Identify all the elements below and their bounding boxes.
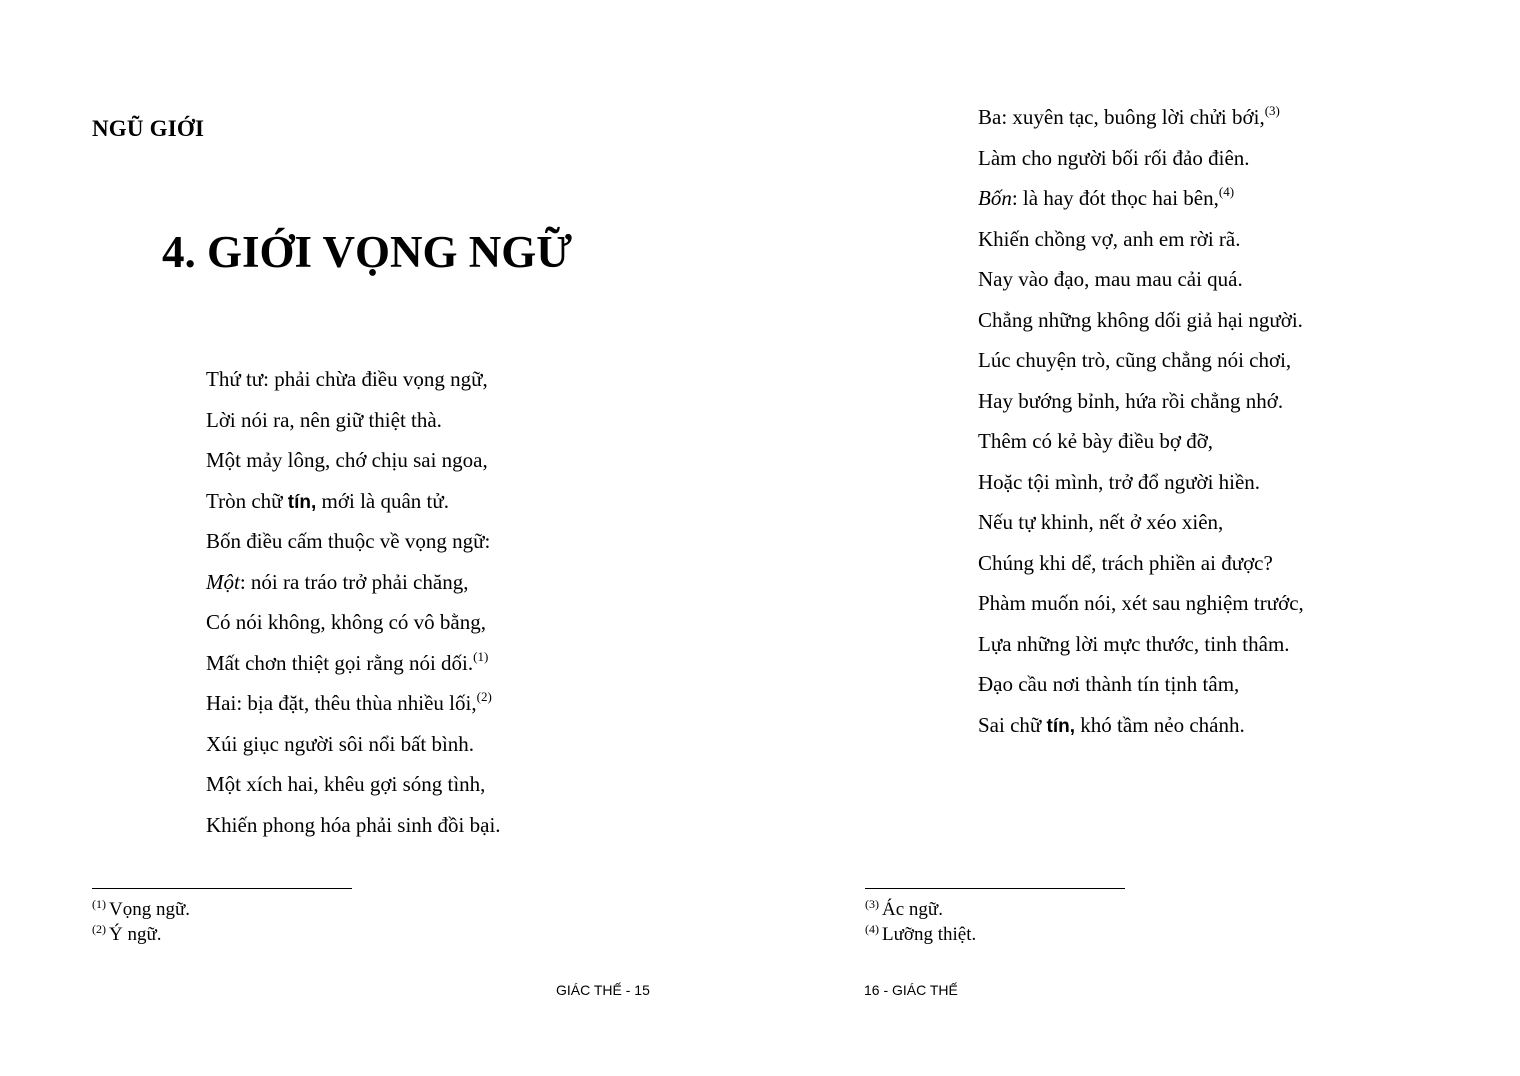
footnote	[865, 923, 976, 948]
verse-text: Hoặc tội mình, trở đổ người hiền.	[978, 469, 1261, 494]
footnotes-right	[865, 898, 976, 947]
verse-line	[978, 305, 1304, 346]
verse-text: Thứ tư: phải chừa điều vọng ngữ,	[206, 367, 488, 391]
footnote-mark: (3)	[865, 897, 879, 911]
verse-emphasis-bold: tín,	[1046, 715, 1076, 737]
verse-line	[978, 507, 1304, 548]
verse-text: : nói ra tráo trở phải chăng,	[239, 569, 469, 594]
verse-line	[206, 729, 501, 770]
page-footer-left: GIÁC THẾ - 15	[556, 982, 650, 998]
footnote-reference: (4)	[1218, 184, 1235, 199]
verse-line	[978, 264, 1304, 305]
verse-text: Có nói không, không có vô bằng,	[206, 610, 486, 634]
verse-text: Lúc chuyện trò, cũng chẳng nói chơi,	[978, 348, 1292, 372]
footnote-mark: (4)	[865, 921, 879, 936]
verse-text: Khiến chồng vợ, anh em rời rã.	[978, 226, 1241, 251]
verse-emphasis-italic: Bốn	[978, 186, 1012, 210]
verse-text: Hay bướng bỉnh, hứa rồi chẳng nhớ.	[978, 388, 1284, 413]
verse-text: Xúi giục người sôi nổi bất bình.	[206, 731, 475, 756]
verse-line	[978, 345, 1304, 386]
footnote-text: Ý ngữ.	[109, 923, 162, 945]
verse-text: Bốn điều cấm thuộc về vọng ngữ:	[206, 529, 491, 553]
verse-text: Hai: bịa đặt, thêu thùa nhiều lối,	[206, 691, 477, 715]
verse-text: Chúng khi dể, trách phiền ai được?	[978, 550, 1273, 575]
verse-text: Ba: xuyên tạc, buông lời chửi bới,	[978, 105, 1265, 129]
verse-text: Nay vào đạo, mau mau cải quá.	[978, 267, 1243, 291]
verse-text: Mất chơn thiệt gọi rằng nói dối.	[206, 650, 474, 675]
verse-line	[978, 629, 1304, 670]
footnote-mark: (2)	[92, 921, 106, 936]
verse-line	[206, 688, 501, 729]
verse-line	[978, 102, 1304, 143]
footnote-divider	[865, 888, 1125, 889]
verse-line	[206, 526, 501, 567]
verse-line	[206, 364, 501, 405]
verse-text: Nếu tự khinh, nết ở xéo xiên,	[978, 510, 1224, 534]
footnote-reference: (2)	[476, 689, 492, 704]
verse-emphasis-italic: Một	[206, 569, 240, 594]
verse-line	[978, 143, 1304, 184]
verse-line	[978, 426, 1304, 467]
verse-line	[206, 486, 501, 527]
verse-text: Sai chữ	[978, 712, 1047, 737]
verse-line	[206, 648, 501, 689]
footnote	[865, 898, 976, 923]
page-footer-right: 16 - GIÁC THẾ	[864, 982, 958, 998]
verse-text: Đạo cầu nơi thành tín tịnh tâm,	[978, 672, 1240, 696]
verse-line	[206, 405, 501, 446]
verse-line	[978, 386, 1304, 427]
verse-left	[206, 364, 501, 850]
footnote-reference: (1)	[473, 648, 489, 664]
verse-text: Chẳng những không dối giả hại người.	[978, 307, 1303, 332]
verse-line	[978, 467, 1304, 508]
verse-line	[978, 183, 1304, 224]
chapter-title: 4. GIỚI VỌNG NGỮ	[162, 227, 573, 277]
verse-right	[978, 102, 1304, 750]
section-title: NGŨ GIỚI	[92, 116, 205, 141]
verse-emphasis-bold: tín,	[287, 491, 317, 513]
verse-text: Thêm có kẻ bày điều bợ đỡ,	[978, 429, 1214, 453]
footnote-text: Ác ngữ.	[882, 899, 943, 920]
footnote-text: Vọng ngữ.	[109, 899, 191, 920]
footnotes-left	[92, 898, 190, 947]
right-page	[760, 0, 1520, 1076]
verse-line	[206, 810, 501, 851]
verse-text: Làm cho người bối rối đảo điên.	[978, 145, 1250, 170]
verse-line	[206, 445, 501, 486]
verse-text: : là hay đót thọc hai bên,	[1011, 186, 1219, 210]
verse-line	[978, 710, 1304, 751]
verse-line	[978, 669, 1304, 710]
footnote-divider	[92, 888, 352, 889]
verse-line	[206, 567, 501, 608]
verse-text: Lời nói ra, nên giữ thiệt thà.	[206, 407, 442, 432]
verse-text: Một mảy lông, chớ chịu sai ngoa,	[206, 448, 488, 472]
footnote-text: Lưỡng thiệt.	[882, 923, 977, 945]
footnote-reference: (3)	[1264, 103, 1280, 118]
verse-text: Khiến phong hóa phải sinh đồi bại.	[206, 812, 501, 837]
verse-line	[206, 607, 501, 648]
verse-line	[978, 548, 1304, 589]
verse-line	[978, 588, 1304, 629]
verse-text: mới là quân tử.	[316, 488, 450, 513]
verse-text: Một xích hai, khêu gợi sóng tình,	[206, 772, 486, 796]
verse-text: Phàm muốn nói, xét sau nghiệm trước,	[978, 591, 1304, 615]
verse-text: khó tầm nẻo chánh.	[1075, 712, 1245, 737]
verse-text: Tròn chữ	[206, 488, 288, 513]
verse-line	[978, 224, 1304, 265]
footnote-mark: (1)	[92, 897, 106, 911]
verse-text: Lựa những lời mực thước, tinh thâm.	[978, 631, 1290, 656]
footnote	[92, 923, 190, 948]
verse-line	[206, 769, 501, 810]
footnote	[92, 898, 190, 923]
